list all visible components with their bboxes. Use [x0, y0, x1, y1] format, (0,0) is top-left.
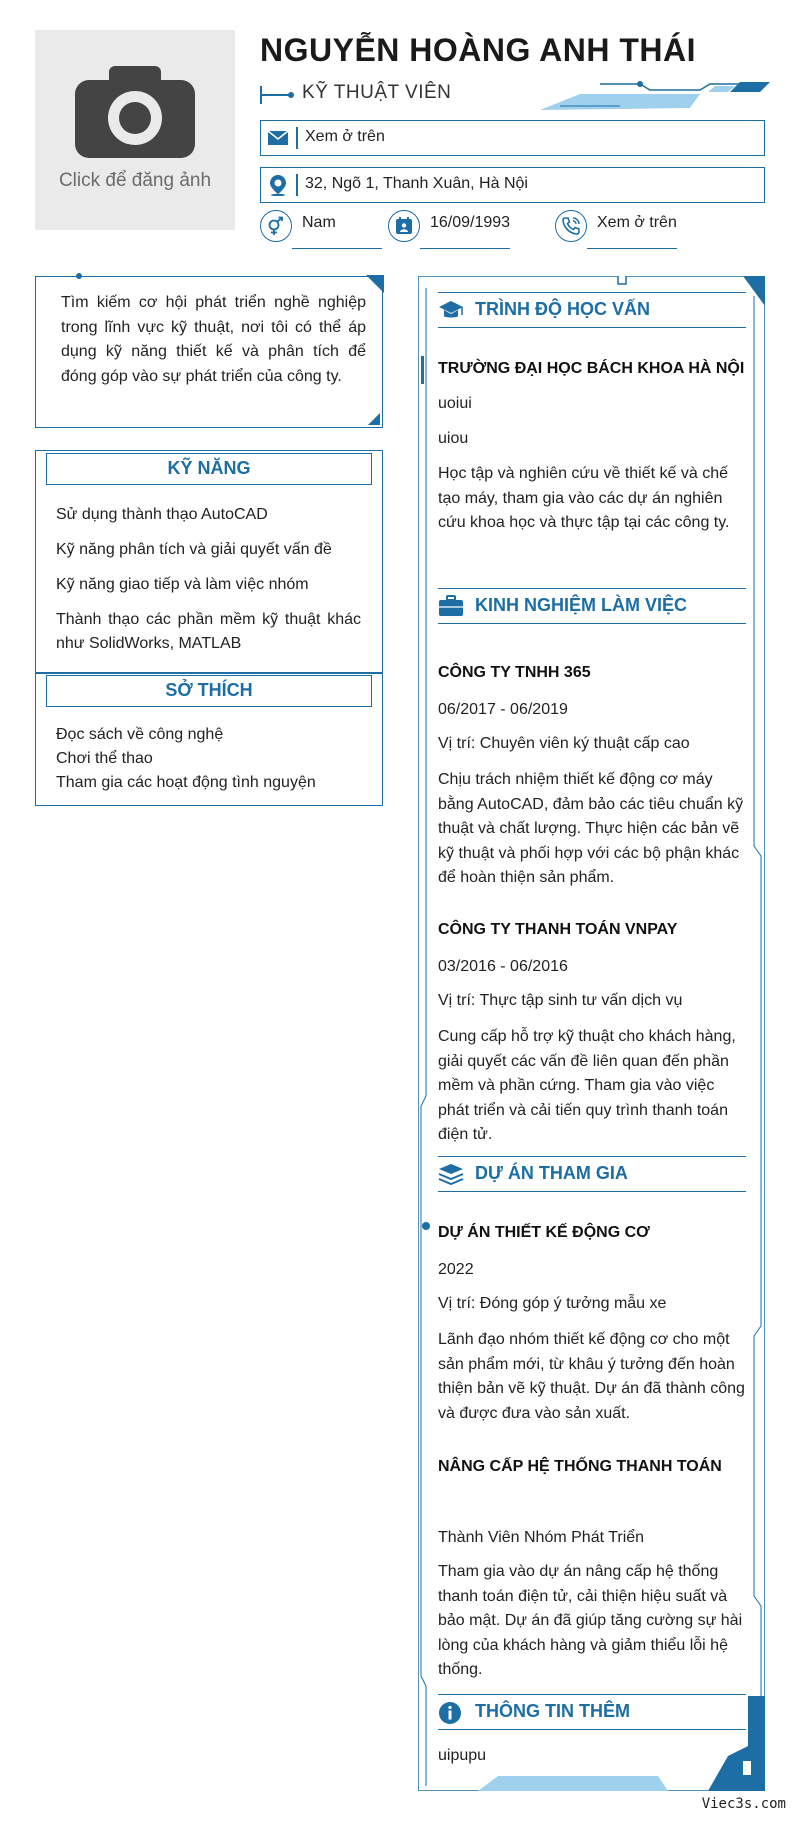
- experience-header: [438, 588, 746, 624]
- education-line: uiou: [438, 430, 469, 447]
- phone-icon: [561, 216, 581, 236]
- project-description: Lãnh đạo nhóm thiết kế động cơ cho một sản phẩm mới, từ khâu ý tưởng đến hoàn thiện bản vẽ kỹ thuật. Dự án đã thành công và được đưa vào sản xuất.: [438, 1331, 745, 1422]
- skill-item: Kỹ năng phân tích và giải quyết vấn đề: [56, 541, 332, 558]
- company-name: CÔNG TY THANH TOÁN VNPAY: [438, 921, 678, 938]
- header-decoration: [540, 76, 770, 116]
- skill-item: Kỹ năng giao tiếp và làm việc nhóm: [56, 576, 309, 593]
- layers-icon: [438, 1163, 464, 1185]
- hobby-item: Đọc sách về công nghệ: [56, 726, 224, 743]
- full-name: NGUYỄN HOÀNG ANH THÁI: [260, 32, 696, 68]
- gender-value: Nam: [302, 214, 336, 231]
- experience-heading: KINH NGHIỆM LÀM VIỆC: [475, 595, 688, 615]
- email-icon: [267, 127, 289, 149]
- project-description: Tham gia vào dự án nâng cấp hệ thống thanh toán điện tử, cải thiện hiệu suất và bảo mật. Dự án đã giúp tăng cường sự hài lòng của khách hàng và giảm thiểu lỗi hệ thống.: [438, 1563, 743, 1678]
- photo-caption: Click để đăng ảnh: [58, 170, 212, 191]
- job-title: KỸ THUẬT VIÊN: [302, 82, 452, 103]
- birthday-value: 16/09/1993: [430, 214, 511, 231]
- email-field: [260, 120, 765, 156]
- gender-icon: [266, 216, 286, 236]
- main-column: [418, 276, 765, 1791]
- hobbies-section: [35, 672, 383, 806]
- company-name: CÔNG TY TNHH 365: [438, 664, 591, 681]
- objective-text: Tìm kiếm cơ hội phát triển nghề nghiệp trong lĩnh vực kỹ thuật, nơi tôi có thể áp dụng kỹ năng thiết kế và phân tích để đóng góp vào sự phát triển của công ty.: [61, 294, 366, 385]
- phone-value: Xem ở trên: [597, 214, 677, 231]
- education-description: Học tập và nghiên cứu về thiết kế và chế tạo máy, tham gia vào các dự án nghiên cứu khoa học và thực tập tại các công ty.: [438, 465, 730, 531]
- email-value: Xem ở trên: [305, 128, 385, 145]
- projects-header: [438, 1156, 746, 1192]
- skill-item: Sử dụng thành thạo AutoCAD: [56, 506, 268, 523]
- job-description: Cung cấp hỗ trợ kỹ thuật cho khách hàng, giải quyết các vấn đề liên quan đến phần mềm và phần cứng. Tham gia vào việc phát triển và cải tiến quy trình thanh toán điện tử.: [438, 1028, 736, 1143]
- job-position: Vị trí: Thực tập sinh tư vấn dịch vụ: [438, 992, 683, 1009]
- hobbies-heading: SỞ THÍCH: [46, 675, 372, 707]
- additional-heading: THÔNG TIN THÊM: [475, 1701, 630, 1721]
- hobby-item: Tham gia các hoạt động tình nguyện: [56, 774, 316, 791]
- objective-box: [35, 276, 383, 428]
- job-period: 03/2016 - 06/2016: [438, 958, 568, 975]
- job-position: Vị trí: Chuyên viên ký thuật cấp cao: [438, 735, 690, 752]
- project-year: 2022: [438, 1261, 474, 1278]
- additional-header: [438, 1694, 746, 1730]
- school-name: TRƯỜNG ĐẠI HỌC BÁCH KHOA HÀ NỘI: [438, 360, 745, 377]
- project-name: NÂNG CẤP HỆ THỐNG THANH TOÁN: [438, 1458, 722, 1475]
- calendar-icon: [394, 216, 414, 236]
- camera-icon: [75, 58, 195, 158]
- project-role: Thành Viên Nhóm Phát Triển: [438, 1529, 645, 1546]
- briefcase-icon: [438, 595, 464, 617]
- info-icon: [438, 1701, 464, 1725]
- job-period: 06/2017 - 06/2019: [438, 701, 568, 718]
- education-heading: TRÌNH ĐỘ HỌC VẤN: [475, 299, 650, 319]
- address-field: [260, 167, 765, 203]
- education-line: uoiui: [438, 395, 472, 412]
- project-role: Vị trí: Đóng góp ý tưởng mẫu xe: [438, 1295, 667, 1312]
- profile-photo[interactable]: [35, 30, 235, 230]
- hobby-item: Chơi thể thao: [56, 750, 153, 767]
- site-watermark: Viec3s.com: [701, 1796, 786, 1812]
- education-header: [438, 292, 746, 328]
- additional-text: uipupu: [438, 1747, 487, 1764]
- project-name: DỰ ÁN THIẾT KẾ ĐỘNG CƠ: [438, 1224, 650, 1241]
- location-pin-icon: [267, 174, 289, 196]
- skills-heading: KỸ NĂNG: [46, 453, 372, 485]
- address-value: 32, Ngõ 1, Thanh Xuân, Hà Nội: [305, 175, 528, 192]
- projects-heading: DỰ ÁN THAM GIA: [475, 1163, 628, 1183]
- graduation-cap-icon: [438, 299, 464, 321]
- skill-item: Thành thạo các phần mềm kỹ thuật khác như SolidWorks, MATLAB: [56, 611, 361, 652]
- skills-section: [35, 450, 383, 674]
- job-description: Chịu trách nhiệm thiết kế động cơ máy bằng AutoCAD, đảm bảo các tiêu chuẩn kỹ thuật và chất lượng. Thực hiện các bản vẽ kỹ thuật và phối hợp với các bộ phận khác để hoàn thiện sản phẩm.: [438, 771, 744, 886]
